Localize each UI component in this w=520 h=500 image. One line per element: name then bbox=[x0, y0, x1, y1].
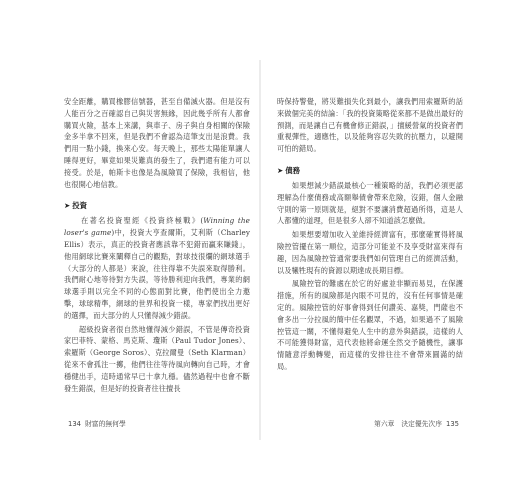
left-paragraph-1: 安全距離，購買橡膠信號器，甚至自備滅火器。但是沒有人能百分之百確認自己與災害無緣，因此幾乎所有人都會購買火險，基本上來講，與車子、房子與自身相關的保險金多半拿不回來，但是我們不會認為這筆支出是浪費。我們用一點小錢，換來心安。每天晚上，那些太陽能單讓人睡得更好，畢竟如果災難真的發生了，我們還有能力可以接受。於是，帕斯卡也像是為風險買了保險，我相信，他也很開心地信教。 bbox=[64, 97, 250, 189]
left-paragraph-3 bbox=[64, 324, 250, 395]
right-page bbox=[277, 96, 463, 375]
right-paragraph-1: 時保持警覺，將災難損失化到最小，讓我們用索羅斯的話來做個完美的結論：「我的投資策略從來都不是做出最好的預測，而是讓自己有機會修正錯誤，」擅緩營氣的投資者們重視彈性，適應性，以及能夠容忍失敗的抗壓力，以避開可怕的錯局。 bbox=[277, 97, 463, 154]
left-page-footer bbox=[64, 418, 126, 428]
right-page-footer bbox=[374, 418, 463, 428]
arrow-bullet-icon: ➤ bbox=[277, 165, 284, 175]
para4-body: 風險控管的難處在於它的好處並非顯而易見，在保護措施，所有的風險都是內眼不可見的，沒有任何事情是確定的。風險控管的好事會得到任何讚美、嘉獎，門薩也不會多出一分拉風的簡中任名觀眾，不過，如果過不了風險控管這一關，不懂得避免人生中的意外與錯誤，這樣的人不可能獲得財富，這代表他將命運全然交予隨機性，讓事情隨意浮動轉變，而這樣的安排往往不會帶來圓滿的結局。 bbox=[277, 279, 464, 371]
right-paragraph-4 bbox=[277, 278, 463, 372]
book-title-italic: Winning the loser's game bbox=[64, 216, 250, 238]
page-number: 135 bbox=[446, 420, 459, 428]
para2-body: )中，投資大亨查爾斯，艾利斯（Charley Ellis）表示，真正的投資者應該靠不犯錯而贏來賺錢」，他用網球比賽來闡釋自己的觀點，對球技很爛的網球選手（大部分的人都是）來說，往往得靠不失誤來取得勝利。我們耐心地等待對方失誤，等待勝利迎向我們，專業的網球選手則以完全不同的心態面對比賽，他們使出全力邀擊，球球精準，網球的世界和投資一樣，專家們找出更好的選擇，而大部分的人只懂得減少錯誤。 bbox=[64, 228, 251, 320]
running-title: 財富的無何學 bbox=[84, 420, 126, 428]
page-number: 134 bbox=[68, 420, 81, 428]
para3-body: 如果想要增加收入並維持經濟富有，那麼確實得將風險控管擺在第一順位，這部分可能並不及享受財富來得有趣，因為風險控管通常要我們如何管理自己的經濟活動，以及犧牲現有的資源以期達成長期目標。 bbox=[277, 230, 464, 275]
running-chapter: 第六章 決定優先次序 bbox=[374, 420, 443, 428]
heading-text: 債務 bbox=[285, 165, 300, 175]
para3-body: 超級投資者很自然地懂得減少錯誤，不管是傳奇投資家巴菲特、蒙格、馬克斯、瓊斯（Paul Tudor Jones）、索羅斯（George Soros）、克拉爾曼（Seth Klarman）從來不會孤注一擲，他們往往等待風向轉向自己時，才會穩健出手，這時通常早已十拿九穩。儘然過程中也會不斷發生錯誤，但是好的投資者往往擅長 bbox=[64, 324, 251, 393]
right-paragraph-3 bbox=[277, 229, 463, 276]
page-gutter bbox=[259, 60, 261, 440]
left-paragraph-2 bbox=[64, 215, 250, 321]
section-heading-debt bbox=[277, 165, 463, 176]
right-paragraph-2 bbox=[277, 180, 463, 227]
para2-body: 如果想減少錯誤最核心一種策略的話，我們必須更認理解為什麼債務或高額舉債會帶來危險，沒錯，個人金融守則的第一原則就是，絕對不要讓消費超過所得，這是人人都懂的道理，但是很多人卻不知道該怎麼做。 bbox=[277, 180, 464, 226]
arrow-bullet-icon: ➤ bbox=[64, 201, 71, 211]
heading-text: 投資 bbox=[72, 201, 87, 211]
para2-lead: 在著名投資聖經《投資終極戰》( bbox=[81, 216, 204, 226]
section-heading-investment bbox=[64, 200, 250, 211]
left-page bbox=[64, 96, 250, 396]
